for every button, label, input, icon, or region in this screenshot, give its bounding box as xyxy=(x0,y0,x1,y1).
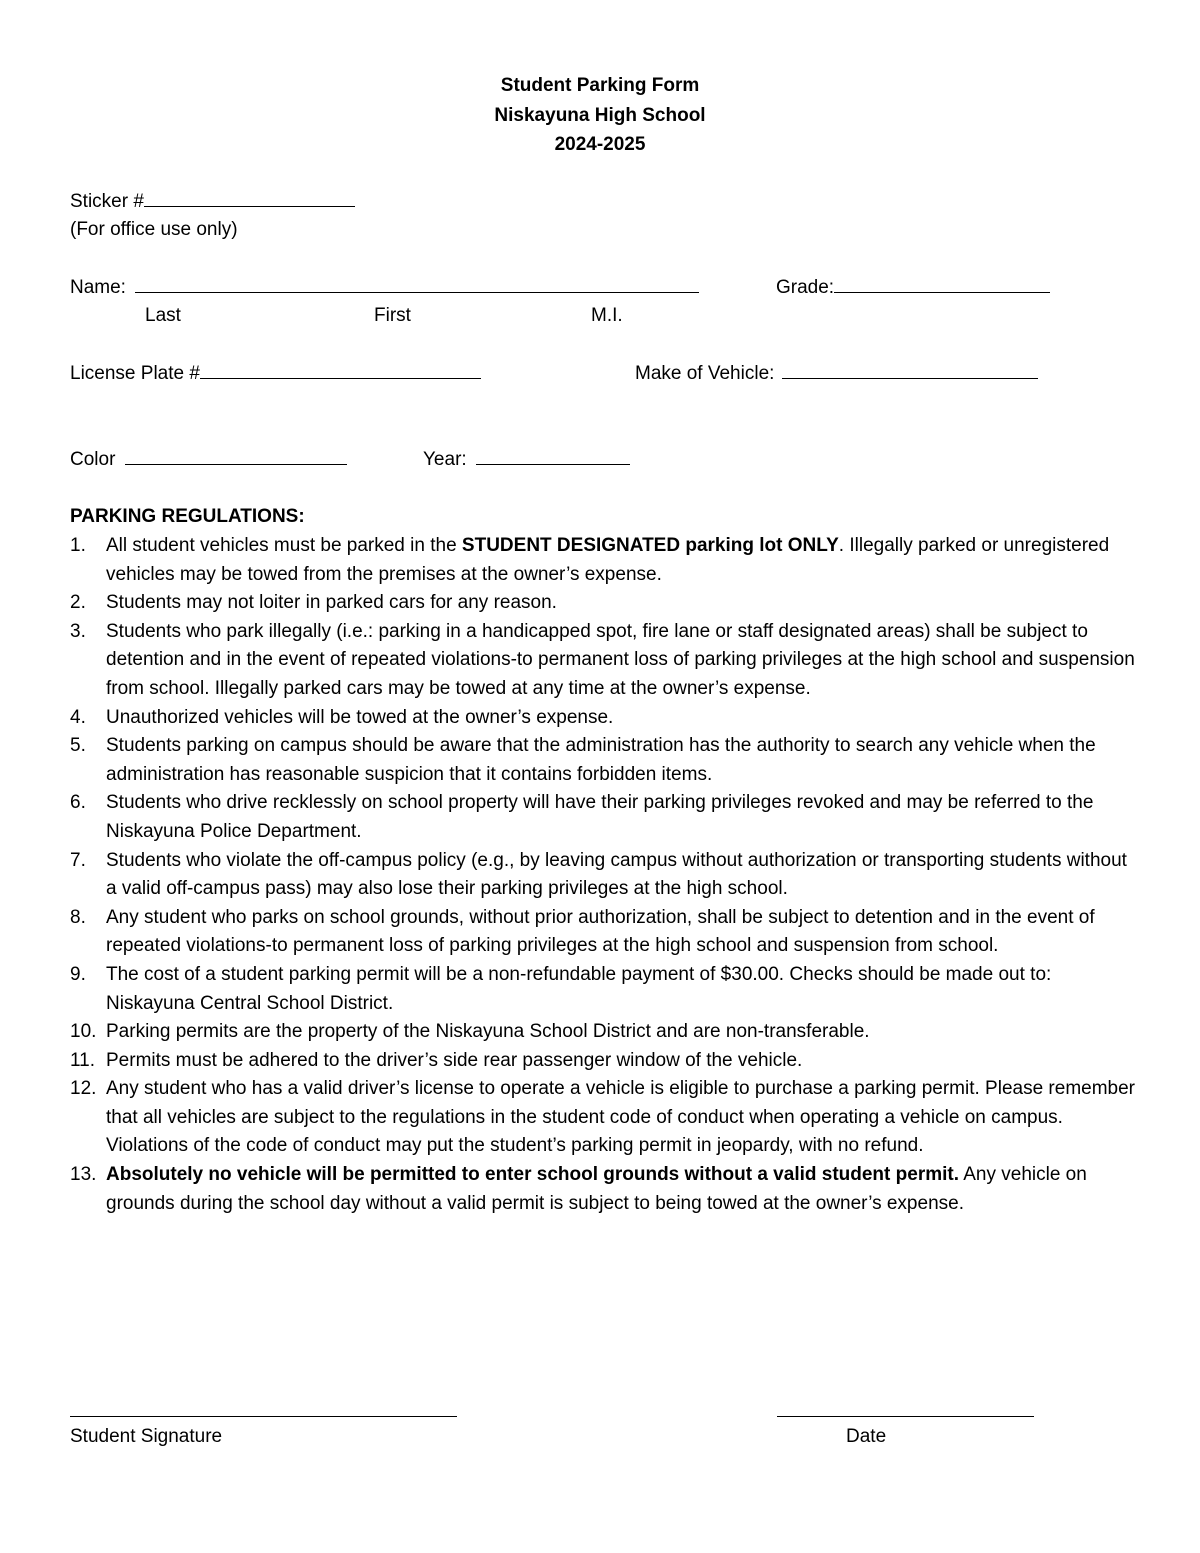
regulation-number: 2. xyxy=(70,592,86,614)
grade-field xyxy=(776,274,1050,303)
regulation-text: Permits must be adhered to the driver’s side rear passenger window of the vehicle. xyxy=(106,1049,803,1071)
regulation-emphasis: Absolutely no vehicle will be permitted to enter school grounds without a valid student permit. xyxy=(106,1164,959,1186)
school-year: 2024-2025 xyxy=(554,134,646,155)
regulation-text: Any student who parks on school grounds, without prior authorization, shall be subject to detention and in the event of repeated violations-to permanent loss of parking privileges at the high school and suspension from school. xyxy=(106,906,1095,957)
regulation-text: All student vehicles must be parked in the xyxy=(106,535,462,556)
sticker-label: Sticker # xyxy=(70,191,144,212)
regulation-item xyxy=(70,704,1135,733)
sticker-field xyxy=(70,188,355,217)
name-field xyxy=(70,274,699,303)
grade-input-line[interactable] xyxy=(834,274,1050,293)
name-sub-first: First xyxy=(374,305,411,326)
license-plate-input-line[interactable] xyxy=(200,360,481,379)
date-line[interactable] xyxy=(777,1416,1034,1417)
regulation-number: 12. xyxy=(70,1078,97,1100)
regulation-text: Any student who has a valid driver’s license to operate a vehicle is eligible to purchase a parking permit. Please remember that all vehicles are subject to the regulations in the student code of conduct when operating a vehicle on campus. Violations of the code of conduct may put the student’s parking permit in jeopardy, with no refund. xyxy=(106,1078,1136,1157)
regulation-item xyxy=(70,732,1135,789)
regulation-number: 11. xyxy=(70,1049,96,1071)
regulation-number: 13. xyxy=(70,1164,97,1186)
name-input-line[interactable] xyxy=(135,274,699,293)
regulation-text: Students who violate the off-campus policy (e.g., by leaving campus without authorization or transporting students without a valid off-campus pass) may also lose their parking privileges at the high school. xyxy=(106,849,1127,900)
color-field xyxy=(70,446,347,475)
vehicle-make-field xyxy=(635,360,1038,389)
vehicle-year-input-line[interactable] xyxy=(476,446,630,465)
school-name: Niskayuna High School xyxy=(494,104,706,126)
regulation-item xyxy=(70,589,1135,618)
sticker-input-line[interactable] xyxy=(144,188,355,207)
regulation-text: Students who drive recklessly on school property will have their parking privileges revoked and may be referred to the Niskayuna Police Department. xyxy=(106,792,1094,842)
license-plate-label: License Plate # xyxy=(70,363,200,384)
student-signature-label: Student Signature xyxy=(70,1426,223,1447)
regulation-item xyxy=(70,847,1135,904)
regulation-item xyxy=(70,789,1135,846)
form-title: Student Parking Form xyxy=(500,75,700,96)
regulation-text: Parking permits are the property of the Niskayuna School District and are non-transferable. xyxy=(106,1021,870,1043)
regulation-item xyxy=(70,961,1135,1018)
regulation-item xyxy=(70,618,1135,704)
form-header xyxy=(0,71,1200,160)
regulation-number: 10. xyxy=(70,1021,97,1043)
regulation-item xyxy=(70,904,1135,961)
regulation-number: 8. xyxy=(70,906,86,928)
grade-label: Grade: xyxy=(776,277,835,298)
license-plate-field xyxy=(70,360,481,389)
office-use-note: (For office use only) xyxy=(70,219,238,240)
vehicle-make-label: Make of Vehicle: xyxy=(635,363,775,384)
regulation-text: Students parking on campus should be aware that the administration has the authority to search any vehicle when the administration has reasonable suspicion that it contains forbidden items. xyxy=(106,735,1096,785)
regulation-text: Students who park illegally (i.e.: parking in a handicapped spot, fire lane or staff designated areas) shall be subject to detention and in the event of repeated violations-to permanent loss of parking privileges at the high school and suspension from school. Illegally parked cars may be towed at any time at the owner’s expense. xyxy=(106,620,1135,699)
date-label: Date xyxy=(846,1426,887,1447)
regulation-number: 9. xyxy=(70,963,86,985)
regulation-number: 3. xyxy=(70,620,86,642)
name-sub-last: Last xyxy=(145,305,181,326)
regulation-text: . Illegally parked or unregistered vehicles may be towed from the premises at the owner’s expense. xyxy=(106,535,1110,585)
regulation-item xyxy=(70,1075,1135,1161)
regulation-text: The cost of a student parking permit will be a non-refundable payment of $30.00. Checks should be made out to: Niskayuna Central School District. xyxy=(106,963,1052,1014)
regulation-emphasis: STUDENT DESIGNATED parking lot ONLY xyxy=(461,535,839,556)
regulation-text: Any vehicle on grounds during the school day without a valid permit is subject to being towed at the owner’s expense. xyxy=(106,1164,1087,1214)
regulations-list xyxy=(70,532,1135,1218)
regulation-text: Students may not loiter in parked cars for any reason. xyxy=(106,592,557,614)
regulation-number: 6. xyxy=(70,792,86,814)
regulation-item xyxy=(70,1161,1135,1218)
vehicle-year-label: Year: xyxy=(423,449,467,470)
name-label: Name: xyxy=(70,277,126,298)
regulation-item xyxy=(70,532,1135,589)
regulation-text: Unauthorized vehicles will be towed at the owner’s expense. xyxy=(106,706,614,728)
regulation-number: 5. xyxy=(70,735,86,757)
color-label: Color xyxy=(70,449,116,470)
vehicle-year-field xyxy=(423,446,630,475)
color-input-line[interactable] xyxy=(125,446,347,465)
student-signature-line[interactable] xyxy=(70,1416,457,1417)
regulation-number: 1. xyxy=(70,535,86,556)
regulation-item xyxy=(70,1018,1135,1047)
regulation-item xyxy=(70,1047,1135,1076)
regulation-number: 4. xyxy=(70,706,86,728)
regulation-number: 7. xyxy=(70,849,86,871)
regulations-heading: PARKING REGULATIONS: xyxy=(70,506,305,527)
vehicle-make-input-line[interactable] xyxy=(782,360,1038,379)
name-sub-mi: M.I. xyxy=(591,305,623,326)
